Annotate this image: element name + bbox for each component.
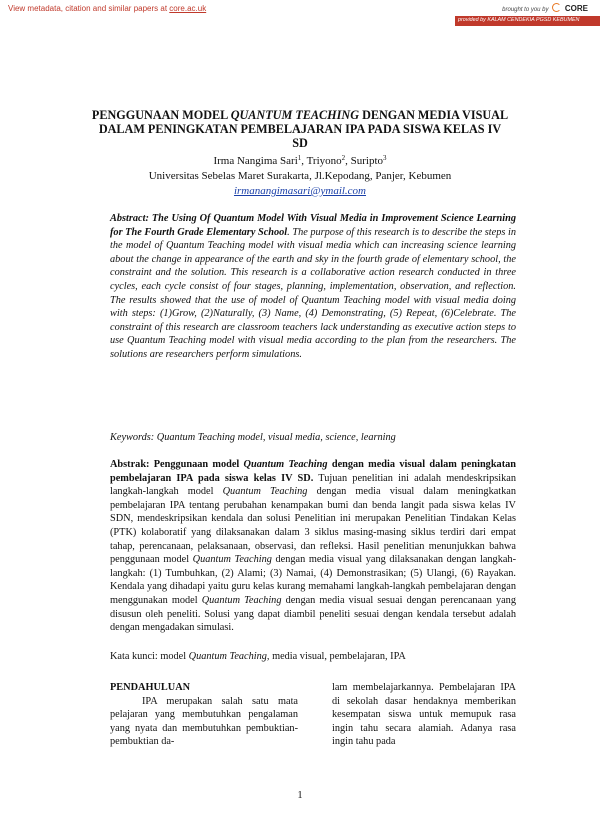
author-3: , Suripto: [345, 155, 384, 167]
kata-kunci-rest: media visual, pembelajaran, IPA: [272, 651, 406, 662]
section-heading: PENDAHULUAN: [110, 682, 191, 693]
body-column-right: [332, 681, 516, 749]
abstract-english-lead: Abstract: The Using Of Quantum Model With Visual Media in Improvement Science Learning for The Fourth Grade Elementary School: [110, 213, 516, 238]
provided-by-text: provided by KALAM CENDEKIA PGSD KEBUMEN: [458, 17, 580, 23]
abstract-english-body: . The purpose of this research is to describe the steps in the model of Quantum Teaching model with visual media which can increasing science learning about the change in appearance of the earth and sky in the fourth grade of elementary school, the constraint and the solution. This research is a collaborative action research conducted in three cycles, each cycle consist of four stages, planning, implementation, observation, and reflection. The results showed that the use of model of Quantum Teaching model with visual media doing with steps: (1)Grow, (2)Naturally, (3) Name, (4) Demonstrating, (5) Repeat, (6)Celebrate. The constraint of this research are classroom teachers lack understanding as executive action steps to use Quantum Teaching model with visual media according to the plan from the researchers. The solutions are researchers perform simulations.: [110, 226, 516, 360]
author-2: , Triyono: [301, 155, 342, 167]
abstrak-lead-part1: Abstrak: Penggunaan model: [110, 459, 240, 470]
author-1-sup: 1: [297, 154, 302, 162]
paper-title: [90, 108, 510, 150]
abstrak-lead-part2: dengan media visual dalam peningkatan pembelajaran IPA pada siswa kelas IV SD.: [110, 459, 517, 484]
title-italic: QUANTUM TEACHING: [230, 108, 360, 122]
brought-by-label: brought to you by: [502, 7, 549, 13]
core-logo-icon: [552, 3, 561, 12]
title-part2: DENGAN MEDIA VISUAL DALAM PENINGKATAN PEMBELAJARAN IPA PADA SISWA KELAS IV SD: [98, 108, 509, 150]
abstract-english: [110, 212, 516, 362]
keywords-indonesian: [110, 650, 516, 664]
abstrak-body-4: dengan media visual sesuai dengan perencanaan yang disusun oleh peneliti. Solusi yang dapat diambil peneliti sesuai dengan kendala tersebut adalah dengan mengadakan simulasi.: [110, 594, 516, 634]
body-left-text: IPA merupakan salah satu mata pelajaran yang membutuhkan pengalaman yang nyata dan membutuhkan pembuktian-pembuktian da-: [110, 695, 298, 748]
authors: [90, 155, 510, 168]
author-1: Irma Nangima Sari: [213, 155, 298, 167]
author-3-sup: 3: [383, 154, 387, 162]
body-column-left: [110, 681, 298, 749]
affiliation: Universitas Sebelas Maret Surakarta, Jl.Kepodang, Panjer, Kebumen: [148, 170, 452, 182]
kata-kunci-prefix: Kata kunci: model: [110, 651, 187, 662]
abstrak-body-3: dengan media visual yang dilaksanakan dengan langkah-langkah: (1) Tumbuhkan, (2) Alami; (3) Namai, (4) Demonstrasikan; (5) Ulangi, (6) Rayakan. Kendala yang dihadapi yaitu guru kelas kurang memahami langkah-langkah pembelajaran dengan menggunakan model: [110, 554, 516, 606]
author-email: [90, 185, 510, 198]
kata-kunci-italic: Quantum Teaching,: [188, 651, 270, 662]
body-right-text: lam membelajarkannya. Pembelajaran IPA di sekolah dasar hendaknya memberikan kesempatan siswa untuk memupuk rasa ingin tahu secara alamiah. Adanya rasa ingin tahu pada: [332, 682, 516, 748]
abstrak-body-italic-2: Quantum Teaching: [192, 554, 272, 566]
page-number: 1: [297, 790, 303, 801]
abstrak-body-italic-3: Quantum Teaching: [201, 594, 282, 606]
abstrak-lead-italic: Quantum Teaching: [243, 459, 328, 470]
core-brand[interactable]: CORE: [564, 4, 588, 13]
brought-by-core: [502, 3, 588, 13]
core-link-prefix: View metadata, citation and similar papers at: [8, 4, 168, 13]
title-part1: PENGGUNAAN MODEL: [91, 108, 228, 122]
author-2-sup: 2: [341, 154, 346, 162]
core-metadata-link-text: [8, 4, 206, 13]
abstract-indonesian: [110, 458, 516, 635]
abstrak-body-1: Tujuan penelitian ini adalah mendeskripsikan langkah-langkah model: [110, 472, 516, 498]
keywords-english: Keywords: Quantum Teaching model, visual media, science, learning: [110, 432, 396, 443]
core-link[interactable]: core.ac.uk: [169, 4, 207, 13]
abstrak-body-italic-1: Quantum Teaching: [222, 486, 308, 498]
abstrak-body-2: dengan media visual dalam meningkatkan pembelajaran IPA tentang perubahan kenampakan bumi dan benda langit pada siswa kelas IV SDN, mendeskripsikan kendala dan solusi Penelitian ini merupakan Penelitian Tindakan Kelas (PTK) kolaboratif yang dilaksanakan dalam 3 siklus masing-masing siklus terdiri dari empat tahap, perencanaan, pelaksanaan, observasi, dan refleksi. Hasil penelitian menunjukkan bahwa penggunaan model: [110, 486, 517, 566]
author-email-link[interactable]: irmanangimasari@ymail.com: [233, 185, 367, 197]
